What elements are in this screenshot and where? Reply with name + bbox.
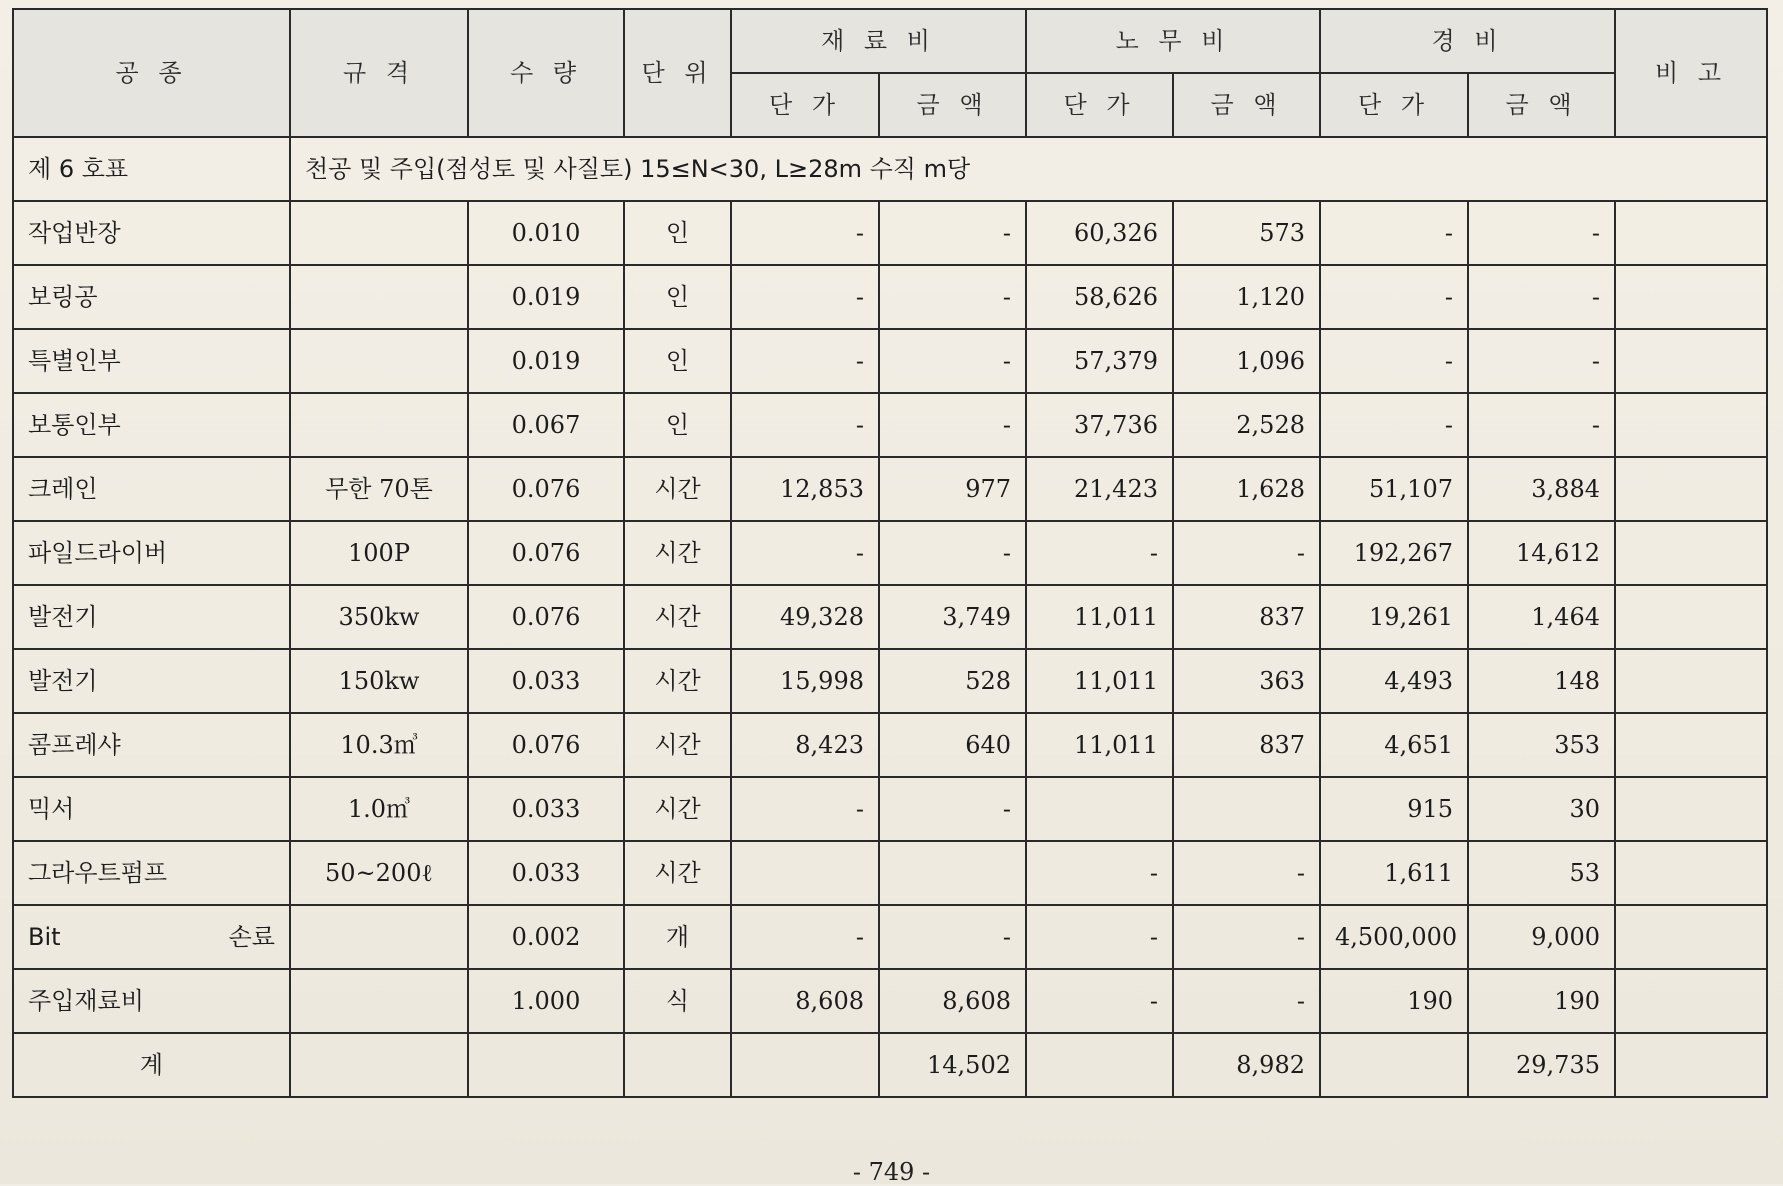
cell-remark <box>1615 713 1767 777</box>
cell-unit: 시간 <box>624 521 731 585</box>
header-labor-amount: 금 액 <box>1173 73 1320 137</box>
total-expense-amount: 29,735 <box>1468 1033 1615 1097</box>
total-remark <box>1615 1033 1767 1097</box>
cell-material-unit-price: - <box>731 265 879 329</box>
table-header <box>13 9 1767 137</box>
cell-unit: 시간 <box>624 777 731 841</box>
cell-qty: 1.000 <box>468 969 624 1033</box>
cell-unit: 시간 <box>624 713 731 777</box>
cell-item-name: 주입재료비 <box>13 969 290 1033</box>
cell-material-unit-price: - <box>731 201 879 265</box>
cell-spec <box>290 393 468 457</box>
cell-expense-amount: 53 <box>1468 841 1615 905</box>
cell-material-amount: 8,608 <box>879 969 1026 1033</box>
cell-material-amount: - <box>879 201 1026 265</box>
cell-item-name: 발전기 <box>13 585 290 649</box>
cell-remark <box>1615 585 1767 649</box>
cell-expense-amount: - <box>1468 201 1615 265</box>
cell-material-amount: - <box>879 393 1026 457</box>
cell-labor-amount: 837 <box>1173 585 1320 649</box>
cell-expense-amount: - <box>1468 329 1615 393</box>
table-ref-row <box>13 137 1767 201</box>
cell-labor-amount: 1,628 <box>1173 457 1320 521</box>
cell-labor-unit-price: 58,626 <box>1026 265 1173 329</box>
cell-labor-amount: - <box>1173 905 1320 969</box>
page-number: - 749 - <box>852 1158 931 1186</box>
cell-expense-amount: 3,884 <box>1468 457 1615 521</box>
total-spec <box>290 1033 468 1097</box>
total-expense-unit-price <box>1320 1033 1468 1097</box>
cell-material-unit-price: 15,998 <box>731 649 879 713</box>
cell-labor-amount: 573 <box>1173 201 1320 265</box>
cell-material-unit-price: 8,608 <box>731 969 879 1033</box>
header-material-unit-price: 단 가 <box>731 73 879 137</box>
cell-expense-unit-price: 915 <box>1320 777 1468 841</box>
table-row <box>13 649 1767 713</box>
cell-labor-amount: 363 <box>1173 649 1320 713</box>
cell-item-name: 특별인부 <box>13 329 290 393</box>
cell-qty: 0.019 <box>468 329 624 393</box>
table-row <box>13 841 1767 905</box>
cell-unit: 식 <box>624 969 731 1033</box>
cell-material-amount: 640 <box>879 713 1026 777</box>
cell-material-unit-price: 12,853 <box>731 457 879 521</box>
cell-qty: 0.076 <box>468 457 624 521</box>
table-ref-title: 천공 및 주입(점성토 및 사질토) 15≤N<30, L≥28m 수직 m당 <box>290 137 1767 201</box>
total-qty <box>468 1033 624 1097</box>
cell-item-name: 보링공 <box>13 265 290 329</box>
total-labor-amount: 8,982 <box>1173 1033 1320 1097</box>
cell-item-name: 작업반장 <box>13 201 290 265</box>
cell-labor-unit-price: 60,326 <box>1026 201 1173 265</box>
cell-material-unit-price: 8,423 <box>731 713 879 777</box>
table-row <box>13 329 1767 393</box>
cell-item-name: Bit 손료 <box>13 905 290 969</box>
header-expense-amount: 금 액 <box>1468 73 1615 137</box>
cell-material-unit-price: - <box>731 777 879 841</box>
header-unit: 단 위 <box>624 9 731 137</box>
cell-material-amount: - <box>879 905 1026 969</box>
header-expense: 경 비 <box>1320 9 1615 73</box>
cell-expense-amount: - <box>1468 265 1615 329</box>
header-item: 공 종 <box>13 9 290 137</box>
cell-item-name: 크레인 <box>13 457 290 521</box>
cell-expense-unit-price: 190 <box>1320 969 1468 1033</box>
total-unit <box>624 1033 731 1097</box>
cell-unit: 인 <box>624 265 731 329</box>
cell-labor-amount: - <box>1173 841 1320 905</box>
cell-expense-unit-price: - <box>1320 393 1468 457</box>
cell-labor-unit-price: - <box>1026 841 1173 905</box>
cell-spec: 50~200ℓ <box>290 841 468 905</box>
cell-material-unit-price: 49,328 <box>731 585 879 649</box>
total-labor-unit-price <box>1026 1033 1173 1097</box>
table-row <box>13 905 1767 969</box>
cell-labor-unit-price: - <box>1026 969 1173 1033</box>
cell-qty: 0.033 <box>468 649 624 713</box>
cell-qty: 0.076 <box>468 713 624 777</box>
total-row <box>13 1033 1767 1097</box>
cell-remark <box>1615 777 1767 841</box>
cell-remark <box>1615 265 1767 329</box>
total-material-amount: 14,502 <box>879 1033 1026 1097</box>
cell-unit: 개 <box>624 905 731 969</box>
cell-material-amount: 977 <box>879 457 1026 521</box>
cell-expense-unit-price: 4,500,000 <box>1320 905 1468 969</box>
cell-remark <box>1615 393 1767 457</box>
cell-material-amount: 3,749 <box>879 585 1026 649</box>
cell-labor-unit-price: 21,423 <box>1026 457 1173 521</box>
cell-item-name: 보통인부 <box>13 393 290 457</box>
cell-material-amount: - <box>879 521 1026 585</box>
cell-item-name: 믹서 <box>13 777 290 841</box>
cell-labor-unit-price: 57,379 <box>1026 329 1173 393</box>
header-material-cost: 재 료 비 <box>731 9 1026 73</box>
cell-spec <box>290 969 468 1033</box>
cell-material-unit-price: - <box>731 905 879 969</box>
cell-labor-amount: 837 <box>1173 713 1320 777</box>
cell-labor-amount: - <box>1173 521 1320 585</box>
table-row <box>13 713 1767 777</box>
cell-expense-amount: 14,612 <box>1468 521 1615 585</box>
cell-qty: 0.033 <box>468 841 624 905</box>
cell-item-name: 그라우트펌프 <box>13 841 290 905</box>
cell-material-unit-price: - <box>731 329 879 393</box>
cell-labor-amount: 2,528 <box>1173 393 1320 457</box>
cell-item-name: 파일드라이버 <box>13 521 290 585</box>
cell-remark <box>1615 329 1767 393</box>
cell-qty: 0.076 <box>468 521 624 585</box>
cell-qty: 0.067 <box>468 393 624 457</box>
cell-spec: 무한 70톤 <box>290 457 468 521</box>
cost-table <box>12 8 1768 1098</box>
table-row <box>13 521 1767 585</box>
header-remark: 비 고 <box>1615 9 1767 137</box>
cell-expense-amount: 353 <box>1468 713 1615 777</box>
cell-expense-unit-price: 51,107 <box>1320 457 1468 521</box>
cell-remark <box>1615 521 1767 585</box>
cell-qty: 0.010 <box>468 201 624 265</box>
cell-unit: 시간 <box>624 649 731 713</box>
cell-qty: 0.002 <box>468 905 624 969</box>
cell-labor-amount: 1,096 <box>1173 329 1320 393</box>
cell-remark <box>1615 841 1767 905</box>
cell-spec <box>290 201 468 265</box>
cell-material-unit-price: - <box>731 393 879 457</box>
cell-spec <box>290 905 468 969</box>
cell-expense-unit-price: - <box>1320 329 1468 393</box>
cell-expense-amount: 1,464 <box>1468 585 1615 649</box>
cell-labor-unit-price: 11,011 <box>1026 713 1173 777</box>
cell-expense-unit-price: 4,651 <box>1320 713 1468 777</box>
cell-expense-unit-price: 4,493 <box>1320 649 1468 713</box>
cell-item-name: 발전기 <box>13 649 290 713</box>
header-material-amount: 금 액 <box>879 73 1026 137</box>
table-row <box>13 457 1767 521</box>
header-qty: 수 량 <box>468 9 624 137</box>
cell-expense-amount: 9,000 <box>1468 905 1615 969</box>
header-labor-cost: 노 무 비 <box>1026 9 1320 73</box>
cell-labor-amount: 1,120 <box>1173 265 1320 329</box>
table-ref-label: 제 6 호표 <box>13 137 290 201</box>
cell-expense-amount: 148 <box>1468 649 1615 713</box>
cell-unit: 인 <box>624 201 731 265</box>
cell-spec: 10.3㎥ <box>290 713 468 777</box>
total-material-unit-price <box>731 1033 879 1097</box>
cell-spec: 100P <box>290 521 468 585</box>
cell-unit: 시간 <box>624 841 731 905</box>
cell-labor-unit-price: 11,011 <box>1026 649 1173 713</box>
cell-remark <box>1615 649 1767 713</box>
cell-labor-unit-price: 37,736 <box>1026 393 1173 457</box>
cell-expense-unit-price: - <box>1320 265 1468 329</box>
total-label: 계 <box>13 1033 290 1097</box>
cell-material-unit-price: - <box>731 521 879 585</box>
cell-spec <box>290 329 468 393</box>
cell-remark <box>1615 457 1767 521</box>
cell-labor-amount: - <box>1173 969 1320 1033</box>
cell-unit: 시간 <box>624 457 731 521</box>
cell-material-amount: - <box>879 265 1026 329</box>
cell-labor-unit-price: - <box>1026 521 1173 585</box>
cell-spec <box>290 265 468 329</box>
cell-material-amount <box>879 841 1026 905</box>
cell-spec: 350kw <box>290 585 468 649</box>
table-row <box>13 585 1767 649</box>
cell-expense-amount: 30 <box>1468 777 1615 841</box>
cell-labor-amount <box>1173 777 1320 841</box>
cell-labor-unit-price: 11,011 <box>1026 585 1173 649</box>
cell-labor-unit-price <box>1026 777 1173 841</box>
cell-material-amount: 528 <box>879 649 1026 713</box>
cell-expense-amount: 190 <box>1468 969 1615 1033</box>
cell-qty: 0.019 <box>468 265 624 329</box>
cell-unit: 시간 <box>624 585 731 649</box>
table-row <box>13 969 1767 1033</box>
cell-expense-unit-price: - <box>1320 201 1468 265</box>
header-expense-unit-price: 단 가 <box>1320 73 1468 137</box>
table-row <box>13 265 1767 329</box>
cell-spec: 150kw <box>290 649 468 713</box>
cell-material-unit-price <box>731 841 879 905</box>
cell-remark <box>1615 969 1767 1033</box>
table-row <box>13 393 1767 457</box>
header-labor-unit-price: 단 가 <box>1026 73 1173 137</box>
table-body <box>13 137 1767 1097</box>
cell-remark <box>1615 201 1767 265</box>
cell-expense-unit-price: 19,261 <box>1320 585 1468 649</box>
cell-unit: 인 <box>624 393 731 457</box>
cell-labor-unit-price: - <box>1026 905 1173 969</box>
cell-qty: 0.033 <box>468 777 624 841</box>
cell-qty: 0.076 <box>468 585 624 649</box>
cell-expense-unit-price: 1,611 <box>1320 841 1468 905</box>
cell-material-amount: - <box>879 329 1026 393</box>
cell-remark <box>1615 905 1767 969</box>
cell-expense-amount: - <box>1468 393 1615 457</box>
table-row <box>13 201 1767 265</box>
cell-item-name: 콤프레샤 <box>13 713 290 777</box>
cell-spec: 1.0㎥ <box>290 777 468 841</box>
cell-unit: 인 <box>624 329 731 393</box>
header-spec: 규 격 <box>290 9 468 137</box>
table-row <box>13 777 1767 841</box>
cell-material-amount: - <box>879 777 1026 841</box>
cell-expense-unit-price: 192,267 <box>1320 521 1468 585</box>
